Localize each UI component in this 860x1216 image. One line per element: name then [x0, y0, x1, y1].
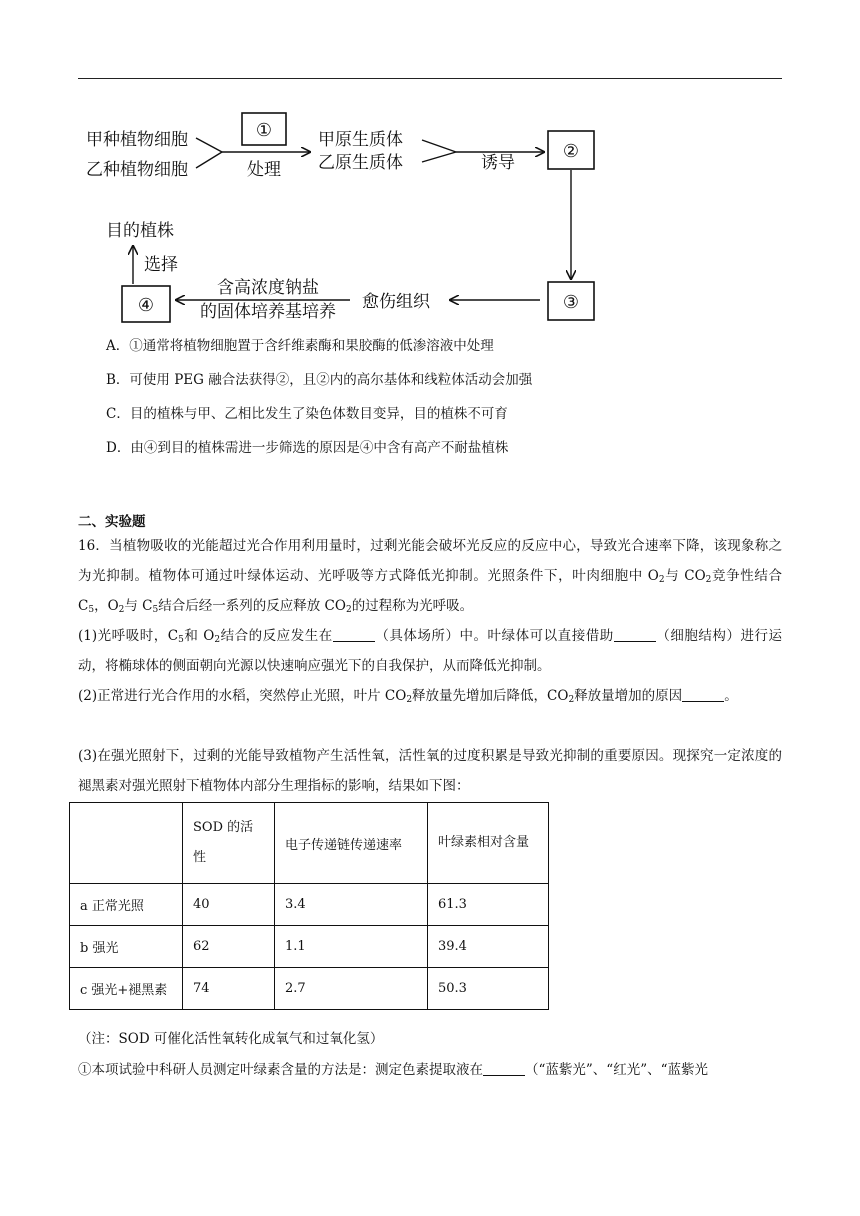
table-cell: b 强光: [70, 926, 183, 968]
question-16-intro: 16．当植物吸收的光能超过光合作用利用量时，过剩光能会破坏光反应的反应中心，导致光合速率下降，该现象称之为光抑制。植物体可通过叶绿体运动、光呼吸等方式降低光抑制。光照条件下，叶肉细胞中 $O_2$与 $CO_2$竞争性结合 $C_5$，$O_2$与 $C_5$结合后经一系列的反应释放 $CO_2$的过程称为光呼吸。: [78, 538, 782, 615]
option-a: A．①通常将植物细胞置于含纤维素酶和果胶酶的低渗溶液中处理: [106, 338, 494, 354]
table-note: （注：SOD 可催化活性氧转化成氧气和过氧化氢）: [78, 1031, 384, 1047]
merge-line-bottom: [196, 152, 222, 168]
table-cell: 40: [183, 884, 275, 926]
box-step3-label: ③: [562, 292, 580, 313]
callus-label: 愈伤组织: [362, 292, 430, 312]
question-16-part3: (3)在强光照射下，过剩的光能导致植物产生活性氧，活性氧的过度积累是导致光抑制的重要原因。现探究一定浓度的褪黑素对强光照射下植物体内部分生理指标的影响，结果如下图：: [78, 748, 782, 794]
header-rule: [78, 78, 782, 79]
question-16-part2: (2)正常进行光合作用的水稻，突然停止光照，叶片 $CO_2$释放量先增加后降低，$CO_2$释放量增加的原因 。: [78, 688, 738, 705]
answer-blank-4[interactable]: [483, 1061, 525, 1076]
table-cell: c 强光+褪黑素: [70, 968, 183, 1010]
box-step4-label: ④: [137, 295, 155, 316]
merge-line2-top: [422, 140, 456, 152]
table-cell: 62: [183, 926, 275, 968]
merge-line2-bottom: [422, 152, 456, 162]
answer-blank-3[interactable]: [682, 687, 724, 702]
option-b: B．可使用 PEG 融合法获得②，且②内的高尔基体和线粒体活动会加强: [106, 372, 533, 388]
treat-label: 处理: [247, 160, 281, 180]
question-16-part1: (1)光呼吸时，$C_5$和 $O_2$结合的反应发生在 （具体场所）中。叶绿体可以直接借助 （细胞结构）进行运动，将椭球体的侧面朝向光源以快速响应强光下的自我保护，从而降低光抑制。: [78, 628, 783, 674]
input-cell-b: 乙种植物细胞: [86, 160, 188, 180]
target-plant-label: 目的植株: [106, 221, 174, 241]
merge-line-top: [196, 138, 222, 152]
table-cell: 3.4: [275, 884, 428, 926]
table-cell: 61.3: [428, 884, 549, 926]
protoplast-a: 甲原生质体: [318, 130, 403, 150]
table-cell: 1.1: [275, 926, 428, 968]
answer-blank-1[interactable]: [333, 627, 375, 642]
table-row: [70, 968, 549, 1010]
flow-diagram-svg: [78, 104, 618, 330]
medium-label-1: 含高浓度钠盐: [217, 278, 319, 298]
table-header-cell: [70, 803, 183, 884]
table-cell: 2.7: [275, 968, 428, 1010]
results-table: [69, 802, 549, 1010]
table-cell: 39.4: [428, 926, 549, 968]
answer-blank-2[interactable]: [614, 627, 656, 642]
table-header-cell: 叶绿素相对含量: [428, 803, 549, 884]
option-d: D．由④到目的植株需进一步筛选的原因是④中含有高产不耐盐植株: [106, 440, 509, 456]
table-row: [70, 884, 549, 926]
table-cell: a 正常光照: [70, 884, 183, 926]
protoplast-fusion-diagram: [78, 104, 618, 330]
select-label: 选择: [144, 255, 178, 275]
table-header-cell: 电子传递链传递速率: [275, 803, 428, 884]
table-cell: 50.3: [428, 968, 549, 1010]
input-cell-a: 甲种植物细胞: [86, 130, 188, 150]
table-header-cell: SOD 的活性: [183, 803, 275, 884]
medium-label-2: 的固体培养基培养: [200, 302, 336, 322]
question-16-subpart1: ①本项试验中科研人员测定叶绿素含量的方法是：测定色素提取液在 （“蓝紫光”、“红光”、“蓝紫光: [78, 1062, 709, 1078]
table-row: [70, 926, 549, 968]
table-cell: 74: [183, 968, 275, 1010]
box-step2-label: ②: [562, 141, 580, 162]
box-step1-label: ①: [255, 120, 273, 141]
induce-label: 诱导: [481, 153, 515, 173]
section-title: 二、实验题: [78, 514, 146, 530]
table-header-row: [70, 803, 549, 884]
protoplast-b: 乙原生质体: [318, 153, 403, 173]
option-c: C．目的植株与甲、乙相比发生了染色体数目变异，目的植株不可育: [106, 406, 508, 422]
